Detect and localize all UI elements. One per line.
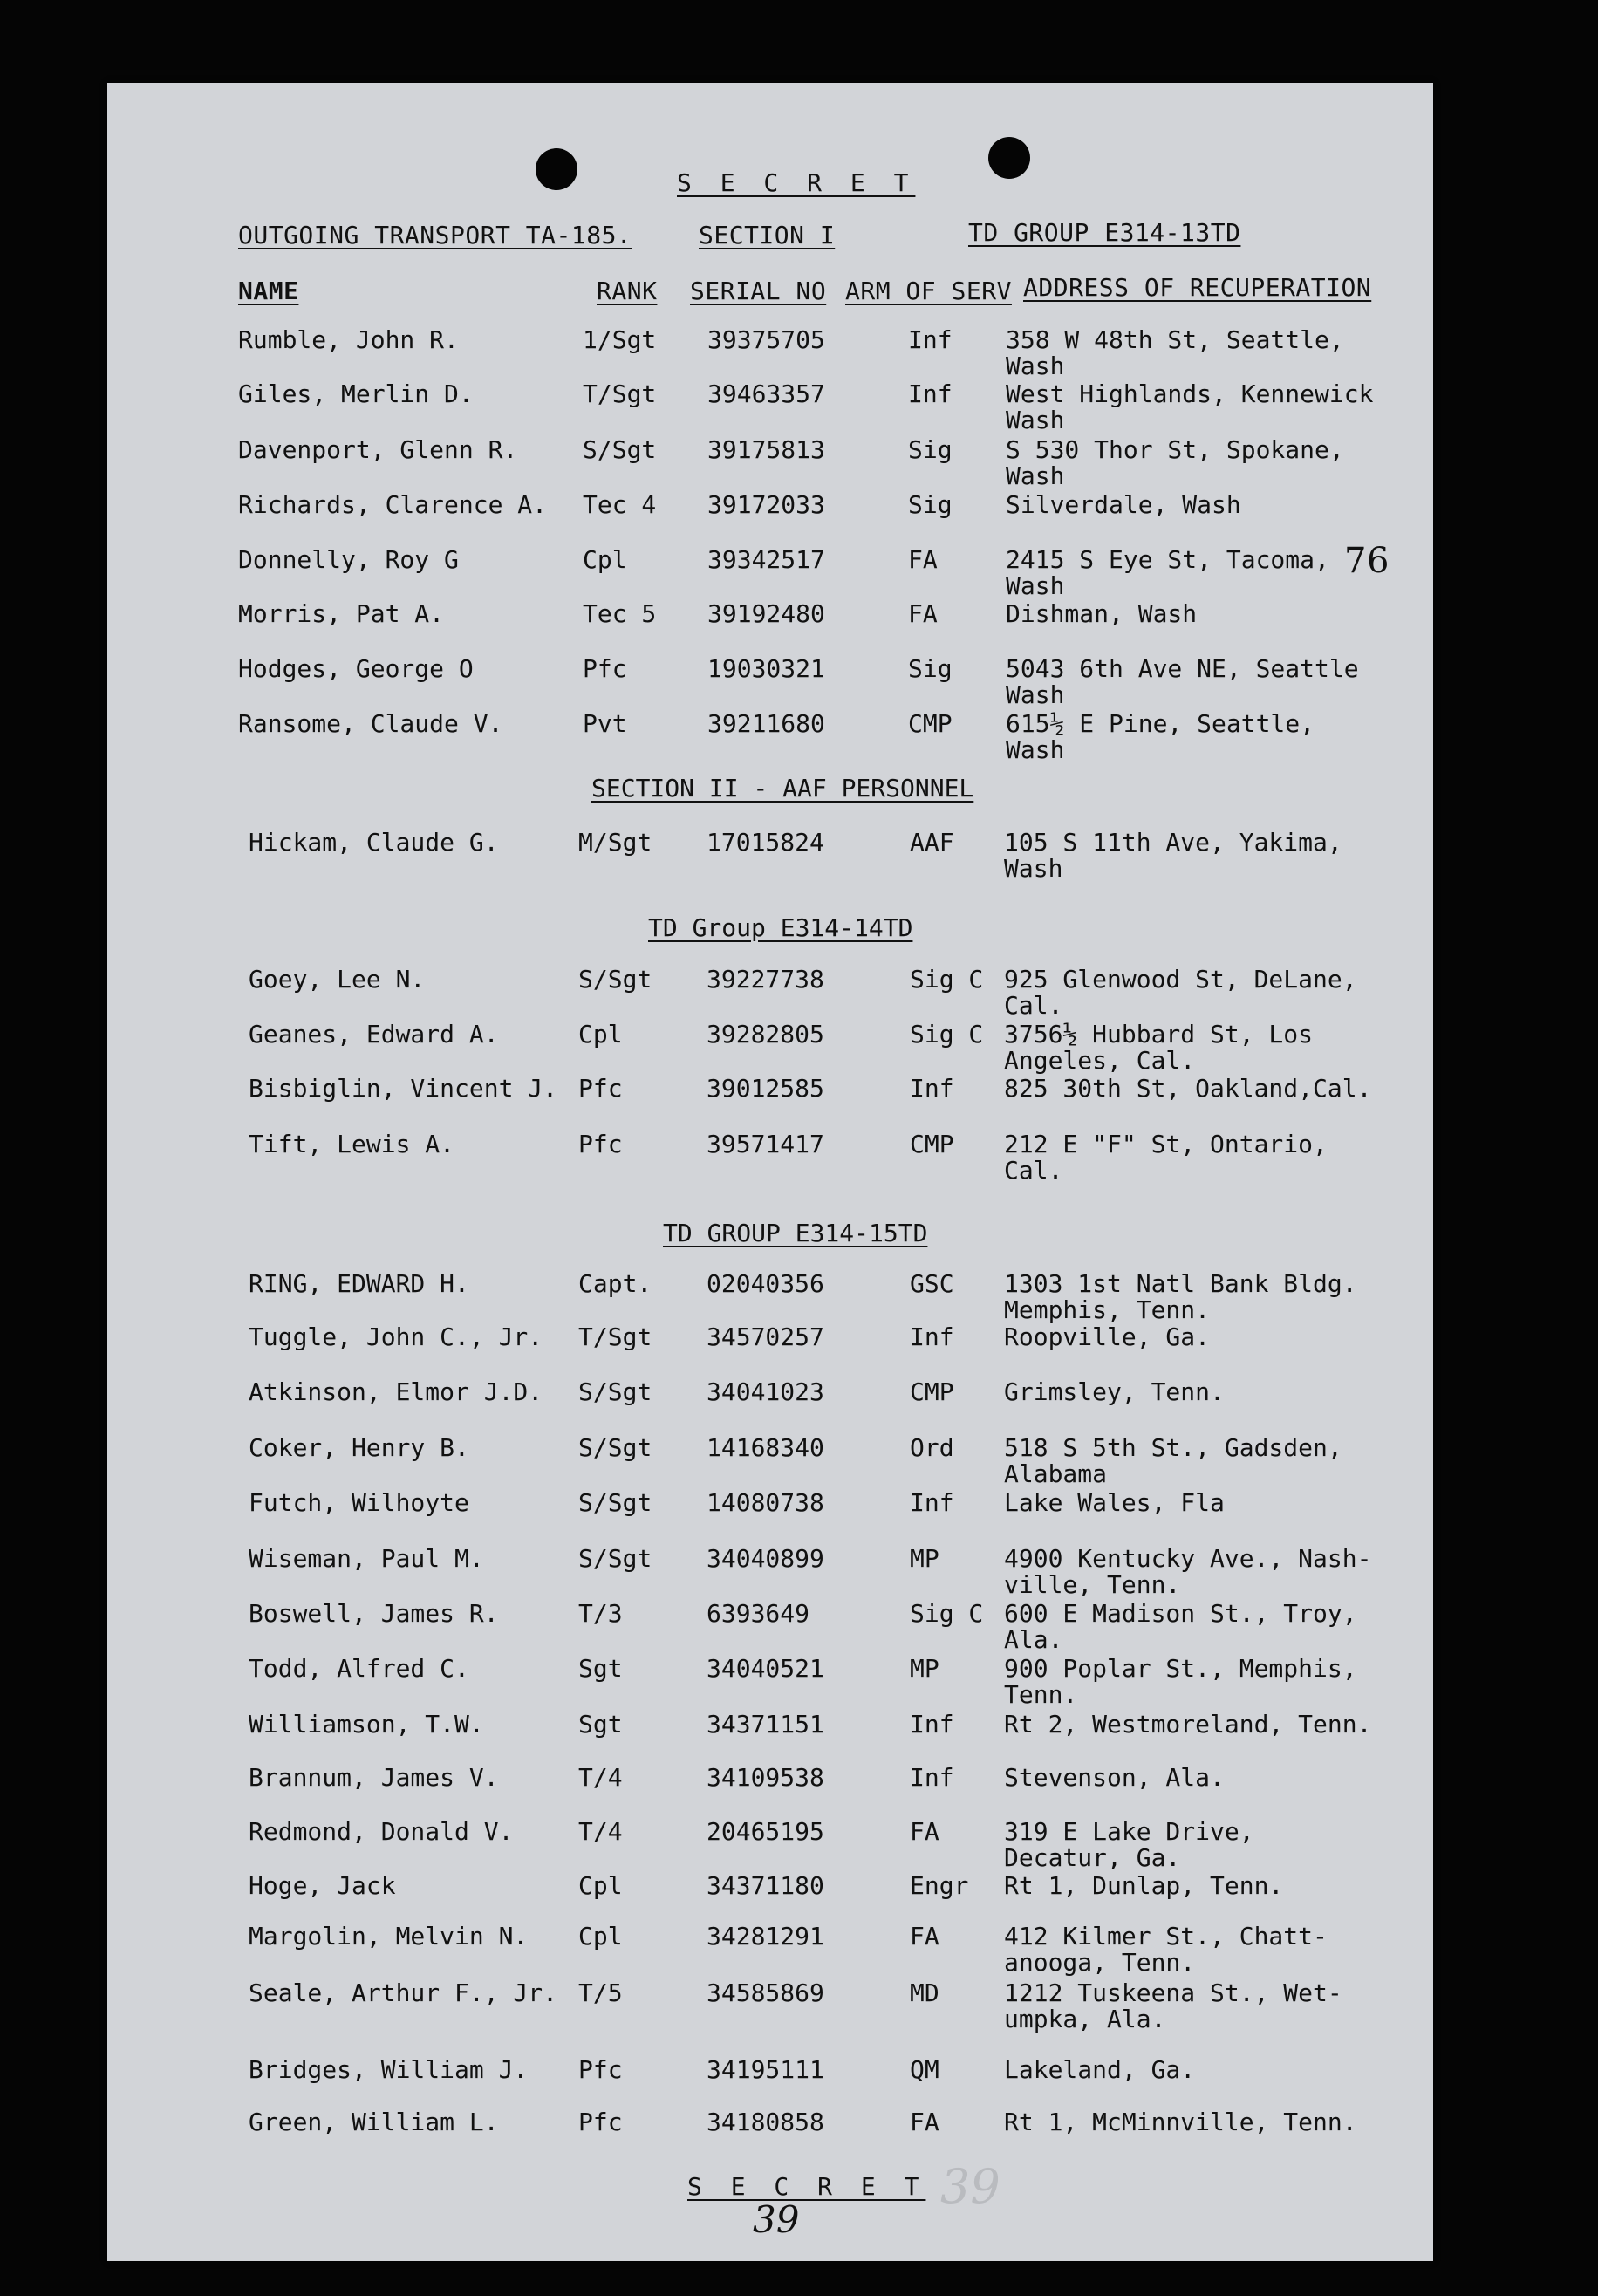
- arm-of-service: MD: [910, 1978, 939, 2007]
- serial-number: 34041023: [707, 1377, 824, 1406]
- serial-number: 39211680: [707, 709, 825, 738]
- rank: S/Sgt: [578, 1433, 652, 1462]
- table-row: [107, 1924, 1433, 1985]
- arm-of-service: CMP: [910, 1377, 954, 1406]
- table-row: [107, 1601, 1433, 1662]
- col-rank: RANK: [597, 277, 658, 305]
- serial-number: 39342517: [707, 545, 825, 574]
- person-name: Bisbiglin, Vincent J.: [249, 1074, 558, 1103]
- person-name: Ransome, Claude V.: [238, 709, 503, 738]
- serial-number: 34040521: [707, 1654, 824, 1683]
- arm-of-service: Sig C: [910, 965, 984, 994]
- serial-number: 14080738: [707, 1488, 824, 1517]
- serial-number: 20465195: [707, 1817, 824, 1846]
- rank: Cpl: [578, 1020, 623, 1049]
- serial-number: 34570257: [707, 1322, 824, 1351]
- table-row: [107, 1435, 1433, 1496]
- rank: Capt.: [578, 1269, 652, 1298]
- rank: S/Sgt: [578, 1544, 652, 1573]
- address: 925 Glenwood St, DeLane, Cal.: [1004, 965, 1357, 1020]
- address: 5043 6th Ave NE, Seattle Wash: [1006, 654, 1359, 709]
- table-row: [107, 1546, 1433, 1607]
- table-row: [107, 601, 1433, 662]
- rank: Cpl: [578, 1922, 623, 1951]
- person-name: Green, William L.: [249, 2108, 499, 2136]
- serial-number: 17015824: [707, 828, 824, 857]
- rank: S/Sgt: [578, 1488, 652, 1517]
- person-name: Hoge, Jack: [249, 1871, 396, 1900]
- handwritten-page-number: 39: [753, 2198, 800, 2241]
- address: 105 S 11th Ave, Yakima, Wash: [1004, 828, 1342, 883]
- table-row: [107, 656, 1433, 717]
- arm-of-service: Inf: [908, 325, 953, 354]
- arm-of-service: FA: [910, 1817, 939, 1846]
- arm-of-service: Engr: [910, 1871, 969, 1900]
- col-name: NAME: [238, 277, 299, 305]
- rank: Sgt: [578, 1654, 623, 1683]
- arm-of-service: Sig C: [910, 1599, 984, 1628]
- serial-number: 14168340: [707, 1433, 824, 1462]
- rank: M/Sgt: [578, 828, 652, 857]
- address: 518 S 5th St., Gadsden, Alabama: [1004, 1433, 1342, 1488]
- rank: Pvt: [583, 709, 627, 738]
- serial-number: 34371151: [707, 1710, 824, 1739]
- person-name: Futch, Wilhoyte: [249, 1488, 469, 1517]
- person-name: Wiseman, Paul M.: [249, 1544, 484, 1573]
- address: Rt 1, McMinnville, Tenn.: [1004, 2108, 1357, 2136]
- arm-of-service: FA: [908, 599, 938, 628]
- rank: Pfc: [578, 1074, 623, 1103]
- col-serial: SERIAL NO: [690, 277, 827, 305]
- rank: Pfc: [578, 2055, 623, 2084]
- table-row: [107, 711, 1433, 772]
- punch-hole-right: [988, 137, 1030, 179]
- table-row: [107, 1324, 1433, 1385]
- rank: 1/Sgt: [583, 325, 657, 354]
- group-e314-14td-title: TD Group E314-14TD: [648, 913, 913, 942]
- group-e314-15td-title: TD GROUP E314-15TD: [663, 1219, 928, 1247]
- section-label: SECTION I: [699, 221, 836, 249]
- person-name: Davenport, Glenn R.: [238, 435, 518, 464]
- address: Roopville, Ga.: [1004, 1322, 1211, 1351]
- address: Rt 2, Westmoreland, Tenn.: [1004, 1710, 1372, 1739]
- arm-of-service: Inf: [910, 1710, 954, 1739]
- person-name: Morris, Pat A.: [238, 599, 445, 628]
- person-name: Margolin, Melvin N.: [249, 1922, 529, 1951]
- classification-top: S E C R E T: [677, 168, 916, 197]
- rank: Tec 4: [583, 490, 657, 519]
- address: 600 E Madison St., Troy, Ala.: [1004, 1599, 1357, 1654]
- address: 319 E Lake Drive, Decatur, Ga.: [1004, 1817, 1254, 1872]
- table-row: [107, 1656, 1433, 1717]
- table-row: [107, 2109, 1433, 2170]
- table-row: [107, 1131, 1433, 1192]
- address: S 530 Thor St, Spokane, Wash: [1006, 435, 1344, 490]
- serial-number: 34585869: [707, 1978, 824, 2007]
- person-name: Bridges, William J.: [249, 2055, 529, 2084]
- rank: Pfc: [578, 2108, 623, 2136]
- person-name: RING, EDWARD H.: [249, 1269, 469, 1298]
- serial-number: 39012585: [707, 1074, 824, 1103]
- table-row: [107, 437, 1433, 498]
- table-row: [107, 1379, 1433, 1440]
- person-name: Brannum, James V.: [249, 1763, 499, 1792]
- table-row: [107, 381, 1433, 442]
- document-page: [107, 83, 1433, 2261]
- serial-number: 34281291: [707, 1922, 824, 1951]
- serial-number: 39282805: [707, 1020, 824, 1049]
- rank: S/Sgt: [583, 435, 657, 464]
- rank: Cpl: [583, 545, 627, 574]
- address: 3756½ Hubbard St, Los Angeles, Cal.: [1004, 1020, 1314, 1075]
- address: Lakeland, Ga.: [1004, 2055, 1196, 2084]
- transport-title: OUTGOING TRANSPORT TA-185.: [238, 221, 632, 249]
- address: Rt 1, Dunlap, Tenn.: [1004, 1871, 1284, 1900]
- person-name: Boswell, James R.: [249, 1599, 499, 1628]
- person-name: Williamson, T.W.: [249, 1710, 484, 1739]
- table-row: [107, 1490, 1433, 1551]
- person-name: Geanes, Edward A.: [249, 1020, 499, 1049]
- serial-number: 34180858: [707, 2108, 824, 2136]
- table-row: [107, 1076, 1433, 1137]
- arm-of-service: QM: [910, 2055, 939, 2084]
- rank: Cpl: [578, 1871, 623, 1900]
- section-ii-title: SECTION II - AAF PERSONNEL: [591, 774, 974, 803]
- serial-number: 34195111: [707, 2055, 824, 2084]
- serial-number: 6393649: [707, 1599, 810, 1628]
- table-row: [107, 1980, 1433, 2041]
- col-address: ADDRESS OF RECUPERATION: [1023, 273, 1372, 302]
- serial-number: 39463357: [707, 379, 825, 408]
- faint-page-number: 39: [940, 2159, 1000, 2214]
- arm-of-service: Inf: [908, 379, 953, 408]
- arm-of-service: CMP: [910, 1130, 954, 1158]
- serial-number: 39192480: [707, 599, 825, 628]
- serial-number: 34040899: [707, 1544, 824, 1573]
- person-name: Tift, Lewis A.: [249, 1130, 455, 1158]
- address: 212 E "F" St, Ontario, Cal.: [1004, 1130, 1328, 1185]
- address: 358 W 48th St, Seattle, Wash: [1006, 325, 1344, 380]
- address: 2415 S Eye St, Tacoma, Wash: [1006, 545, 1329, 600]
- person-name: Donnelly, Roy G: [238, 545, 459, 574]
- arm-of-service: GSC: [910, 1269, 954, 1298]
- serial-number: 39375705: [707, 325, 825, 354]
- arm-of-service: MP: [910, 1654, 939, 1683]
- rank: Pfc: [583, 654, 627, 683]
- address: Silverdale, Wash: [1006, 490, 1241, 519]
- rank: T/Sgt: [578, 1322, 652, 1351]
- arm-of-service: Inf: [910, 1074, 954, 1103]
- person-name: Seale, Arthur F., Jr.: [249, 1978, 558, 2007]
- arm-of-service: Sig: [908, 490, 953, 519]
- arm-of-service: Inf: [910, 1488, 954, 1517]
- serial-number: 02040356: [707, 1269, 824, 1298]
- address: Grimsley, Tenn.: [1004, 1377, 1225, 1406]
- arm-of-service: Sig: [908, 654, 953, 683]
- arm-of-service: FA: [910, 2108, 939, 2136]
- person-name: Hickam, Claude G.: [249, 828, 499, 857]
- table-row: [107, 492, 1433, 553]
- person-name: Atkinson, Elmor J.D.: [249, 1377, 543, 1406]
- rank: Tec 5: [583, 599, 657, 628]
- col-arm: ARM OF SERV: [845, 277, 1012, 305]
- person-name: Hodges, George O: [238, 654, 474, 683]
- person-name: Redmond, Donald V.: [249, 1817, 514, 1846]
- address: Lake Wales, Fla: [1004, 1488, 1225, 1517]
- address: 615½ E Pine, Seattle, Wash: [1006, 709, 1315, 764]
- punch-hole-left: [536, 148, 577, 190]
- rank: S/Sgt: [578, 1377, 652, 1406]
- address: 1212 Tuskeena St., Wet- umpka, Ala.: [1004, 1978, 1342, 2033]
- rank: Sgt: [578, 1710, 623, 1739]
- serial-number: 39227738: [707, 965, 824, 994]
- person-name: Tuggle, John C., Jr.: [249, 1322, 543, 1351]
- rank: Pfc: [578, 1130, 623, 1158]
- margin-mark: 76: [1344, 541, 1390, 581]
- table-row: [107, 967, 1433, 1028]
- classification-bottom: S E C R E T: [687, 2172, 926, 2201]
- person-name: Rumble, John R.: [238, 325, 459, 354]
- serial-number: 39172033: [707, 490, 825, 519]
- arm-of-service: Sig C: [910, 1020, 984, 1049]
- arm-of-service: AAF: [910, 828, 954, 857]
- person-name: Todd, Alfred C.: [249, 1654, 469, 1683]
- person-name: Goey, Lee N.: [249, 965, 426, 994]
- address: 1303 1st Natl Bank Bldg. Memphis, Tenn.: [1004, 1269, 1357, 1324]
- person-name: Giles, Merlin D.: [238, 379, 474, 408]
- address: 412 Kilmer St., Chatt- anooga, Tenn.: [1004, 1922, 1328, 1977]
- arm-of-service: Inf: [910, 1322, 954, 1351]
- serial-number: 34371180: [707, 1871, 824, 1900]
- serial-number: 34109538: [707, 1763, 824, 1792]
- arm-of-service: FA: [908, 545, 938, 574]
- rank: T/Sgt: [583, 379, 657, 408]
- arm-of-service: CMP: [908, 709, 953, 738]
- address: 900 Poplar St., Memphis, Tenn.: [1004, 1654, 1357, 1709]
- address: Dishman, Wash: [1006, 599, 1198, 628]
- rank: S/Sgt: [578, 965, 652, 994]
- arm-of-service: FA: [910, 1922, 939, 1951]
- person-name: Richards, Clarence A.: [238, 490, 548, 519]
- rank: T/4: [578, 1763, 623, 1792]
- person-name: Coker, Henry B.: [249, 1433, 469, 1462]
- group-header: TD GROUP E314-13TD: [968, 218, 1241, 247]
- arm-of-service: Ord: [910, 1433, 954, 1462]
- arm-of-service: Inf: [910, 1763, 954, 1792]
- address: West Highlands, Kennewick Wash: [1006, 379, 1374, 434]
- address: Stevenson, Ala.: [1004, 1763, 1225, 1792]
- rank: T/3: [578, 1599, 623, 1628]
- rank: T/4: [578, 1817, 623, 1846]
- arm-of-service: MP: [910, 1544, 939, 1573]
- serial-number: 39175813: [707, 435, 825, 464]
- table-row: [107, 830, 1433, 891]
- address: 4900 Kentucky Ave., Nash- ville, Tenn.: [1004, 1544, 1372, 1599]
- arm-of-service: Sig: [908, 435, 953, 464]
- serial-number: 39571417: [707, 1130, 824, 1158]
- rank: T/5: [578, 1978, 623, 2007]
- serial-number: 19030321: [707, 654, 825, 683]
- address: 825 30th St, Oakland,Cal.: [1004, 1074, 1372, 1103]
